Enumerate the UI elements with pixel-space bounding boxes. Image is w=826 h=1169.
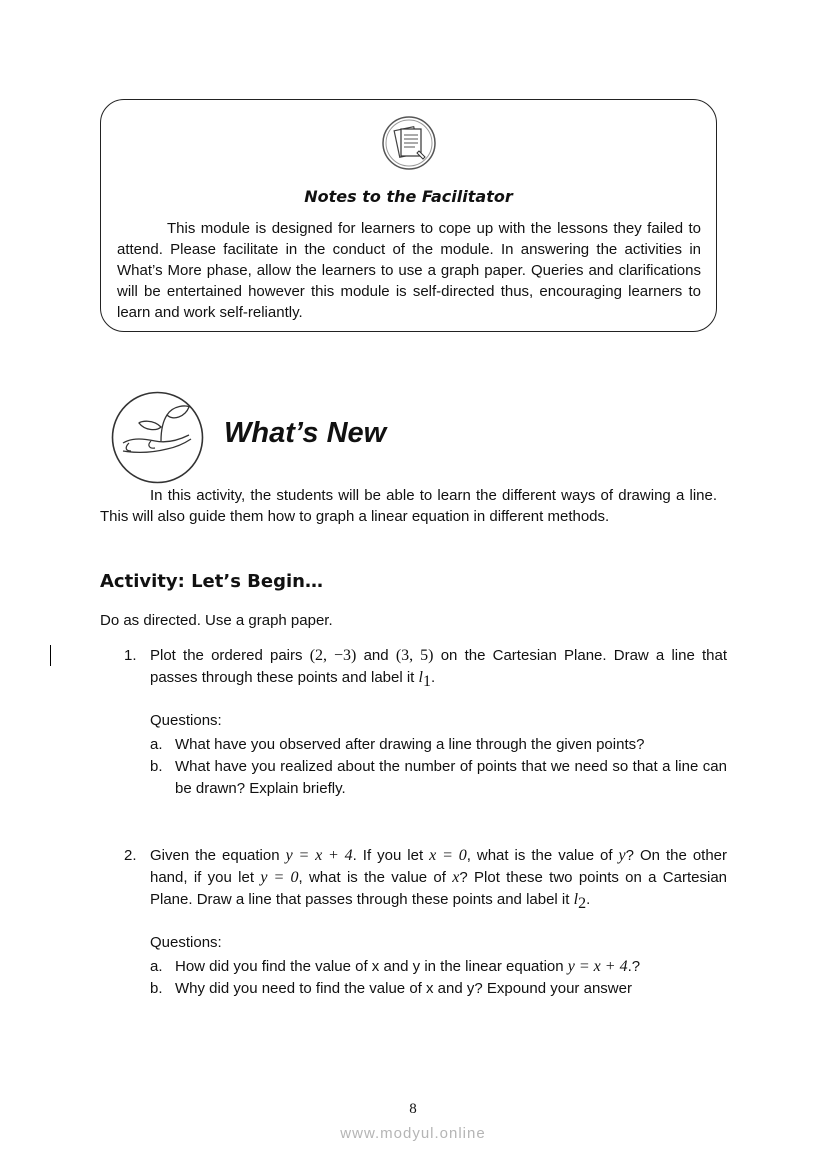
question-text-part: .? bbox=[627, 958, 641, 975]
questions-heading: Questions: bbox=[150, 934, 222, 951]
math-expression: y bbox=[618, 847, 626, 864]
question-letter: b. bbox=[150, 980, 163, 997]
activity-directions: Do as directed. Use a graph paper. bbox=[100, 612, 333, 629]
math-expression: (3, 5) bbox=[395, 647, 434, 664]
activity-title: Activity: Let’s Begin… bbox=[100, 571, 323, 592]
watermark: www.modyul.online bbox=[340, 1125, 486, 1142]
question-text bbox=[175, 956, 727, 978]
line-label: l bbox=[573, 891, 579, 908]
hand-with-sprout-icon bbox=[111, 391, 204, 484]
question-text: What have you observed after drawing a line through the given points? bbox=[175, 736, 645, 753]
item-number: 2. bbox=[124, 847, 137, 864]
line-label-subscript: 2 bbox=[578, 895, 587, 912]
item-text bbox=[150, 845, 727, 915]
item-text-part: . If you let bbox=[352, 847, 424, 864]
item-text-part: , what is the value of bbox=[298, 869, 446, 886]
question-text: What have you realized about the number of points that we need so that a line can be drawn? Explain briefly. bbox=[175, 758, 727, 797]
item-text-part: ? Plot these two points on a Cartesian Plane. Draw a line that passes through these points and label it bbox=[150, 869, 728, 908]
line-label-subscript: 1 bbox=[422, 673, 431, 690]
text-cursor bbox=[50, 645, 51, 666]
line-label: l bbox=[418, 669, 423, 686]
math-expression: y = x + 4 bbox=[567, 958, 628, 975]
question-letter: a. bbox=[150, 958, 163, 975]
math-expression: (2, −3) bbox=[309, 647, 357, 664]
question-text: Why did you need to find the value of x and y? Expound your answer bbox=[175, 980, 632, 997]
item-text-part: , what is the value of bbox=[466, 847, 613, 864]
question-item bbox=[150, 956, 727, 978]
question-item bbox=[150, 756, 727, 800]
notes-title: Notes to the Facilitator bbox=[304, 187, 513, 206]
math-expression: x = 0 bbox=[429, 847, 467, 864]
item-text-part: Plot the ordered pairs bbox=[150, 647, 303, 664]
question-text-part: How did you find the value of x and y in the linear equation bbox=[175, 958, 564, 975]
question-letter: b. bbox=[150, 758, 163, 775]
section-intro: In this activity, the students will be able to learn the different ways of drawing a line. This will also guide them how to graph a linear equation in different methods. bbox=[100, 487, 717, 525]
question-letter: a. bbox=[150, 736, 163, 753]
item-number: 1. bbox=[124, 647, 137, 664]
item-text-part: ? On the other hand, if you let bbox=[150, 847, 728, 886]
questions-heading: Questions: bbox=[150, 712, 222, 729]
document-clipboard-icon bbox=[381, 115, 437, 171]
section-title: What’s New bbox=[224, 417, 387, 449]
page-number: 8 bbox=[409, 1101, 417, 1117]
math-expression: y = x + 4 bbox=[285, 847, 353, 864]
question-item bbox=[150, 734, 727, 756]
list-item-1 bbox=[124, 645, 728, 693]
item-text-part: on the Cartesian Plane. Draw a line that passes through these points and label it bbox=[150, 647, 728, 686]
math-expression: x bbox=[452, 869, 460, 886]
item-text-part: and bbox=[363, 647, 389, 664]
item-text-part: . bbox=[430, 669, 436, 686]
math-expression: y = 0 bbox=[260, 869, 299, 886]
item-text-part: Given the equation bbox=[150, 847, 280, 864]
notes-body bbox=[117, 218, 701, 323]
item-text bbox=[150, 645, 727, 693]
notes-body-text: This module is designed for learners to cope up with the lessons they failed to attend. Please facilitate in the conduct of the module. In answering the activities in What’s More phase, allow the learners to use a graph paper. Queries and clarifications will be entertained however this module is self-directed thus, encouraging learners to learn and work self-reliantly. bbox=[117, 220, 701, 321]
list-item-2 bbox=[124, 845, 728, 915]
item-text-part: . bbox=[586, 891, 591, 908]
question-item bbox=[150, 978, 727, 1000]
